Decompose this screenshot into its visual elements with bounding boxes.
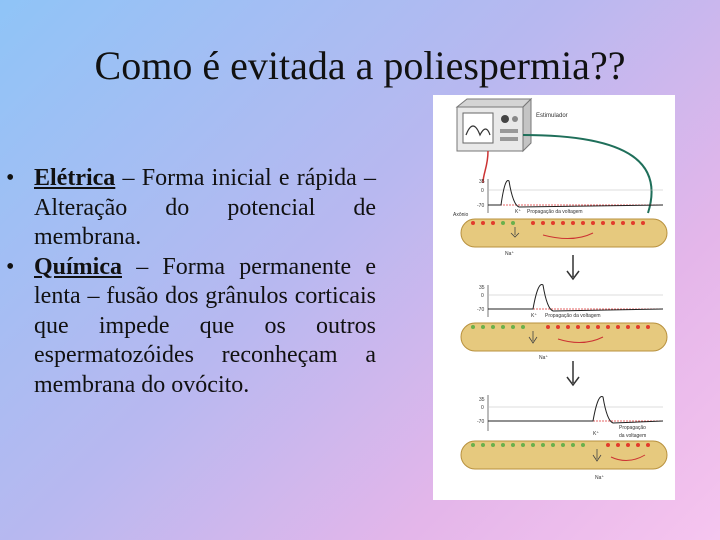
slide-body (6, 164, 376, 400)
k-label: K⁺ (593, 431, 599, 437)
action-potential-figure (433, 95, 675, 500)
bullet-eletrica (6, 164, 376, 253)
action-potential-diagram (433, 95, 675, 500)
y-tick-0: 0 (481, 188, 484, 194)
stimulator-label: Estimulador (536, 113, 568, 119)
bullet-quimica (6, 253, 376, 401)
down-arrow-icon (567, 255, 579, 279)
down-arrow-icon (567, 361, 579, 385)
y-tick-70: -70 (477, 307, 485, 313)
k-label: K⁺ (515, 209, 521, 215)
bullet-text: – Forma inicial e rápida – Alteração do potencial de membrana. (34, 165, 376, 250)
panel-3 (461, 395, 667, 481)
y-tick-0: 0 (481, 293, 484, 299)
y-tick-35: 35 (479, 179, 485, 185)
axon-label: Axônio (453, 212, 469, 218)
stimulator-icon (457, 99, 531, 151)
bullet-point-icon: • (6, 165, 15, 191)
k-label: K⁺ (531, 313, 537, 319)
na-label: Na⁺ (595, 475, 605, 481)
y-tick-35: 35 (479, 285, 485, 291)
bullet-keyword: Elétrica (34, 165, 116, 191)
slide-title: Como é evitada a poliespermia?? (94, 43, 626, 88)
bullet-text: – Forma permanente e lenta – fusão dos grânulos corticais que impede que os outros espermatozóides reconheçam a membrana do ovócito. (34, 253, 376, 398)
panel-2 (461, 285, 667, 362)
bullet-keyword: Química (34, 253, 122, 280)
propagation-label: Propagação (619, 425, 646, 431)
y-tick-70: -70 (477, 419, 485, 425)
propagation-label: Propagação da voltagem (545, 313, 601, 319)
propagation-label: da voltagem (619, 433, 647, 439)
propagation-label: Propagação da voltagem (527, 209, 583, 215)
y-tick-0: 0 (481, 405, 484, 411)
wire-ground (523, 135, 652, 213)
y-tick-35: 35 (479, 397, 485, 403)
bullet-point-icon: • (6, 253, 15, 280)
panel-1 (453, 179, 667, 257)
na-label: Na⁺ (539, 355, 549, 361)
na-label: Na⁺ (505, 251, 515, 257)
y-tick-70: -70 (477, 203, 485, 209)
